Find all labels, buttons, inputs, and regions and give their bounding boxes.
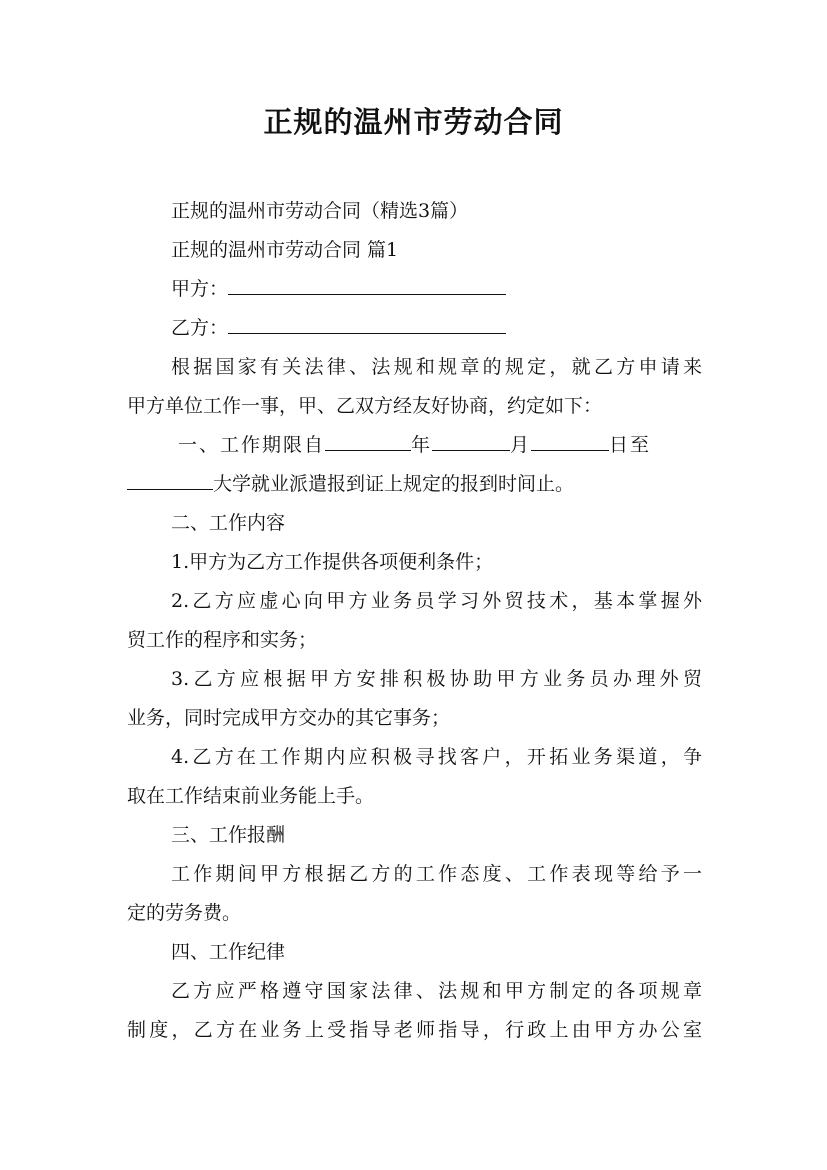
clause4-line-2: 制度，乙方在业务上受指导老师指导，行政上由甲方办公室 <box>127 1019 702 1041</box>
start-year-blank <box>325 428 411 451</box>
clause3-line-2: 定的劳务费。 <box>127 902 242 924</box>
intro-line-1: 根据国家有关法律、法规和规章的规定，就乙方申请来 <box>171 356 702 378</box>
item4-line-1: 4.乙方在工作期内应积极寻找客户，开拓业务渠道，争 <box>171 746 702 768</box>
clause3-heading: 三、工作报酬 <box>171 824 286 846</box>
month-label: 月 <box>510 434 532 456</box>
party-a-blank <box>228 272 506 295</box>
clause1-line-2 <box>127 464 702 504</box>
item3-line-2: 业务，同时完成甲方交办的其它事务； <box>127 707 451 729</box>
clause1-line-1 <box>178 425 702 465</box>
start-day-blank <box>531 428 609 451</box>
item2-line-2: 贸工作的程序和实务； <box>127 629 318 651</box>
item1: 1.甲方为乙方工作提供各项便利条件； <box>171 551 494 573</box>
item2-line-1: 2.乙方应虚心向甲方业务员学习外贸技术，基本掌握外 <box>171 590 702 612</box>
end-date-blank <box>127 467 213 490</box>
clause4-line-1: 乙方应严格遵守国家法律、法规和甲方制定的各项规章 <box>171 980 702 1002</box>
document-title: 正规的温州市劳动合同 <box>263 105 564 139</box>
party-b-blank <box>228 311 506 334</box>
item3-line-1: 3.乙方应根据甲方安排积极协助甲方业务员办理外贸 <box>171 668 702 690</box>
document-subtitle: 正规的温州市劳动合同（精选3篇） <box>171 200 469 222</box>
clause1-prefix: 一、工作期限自 <box>178 434 326 456</box>
intro-line-2: 甲方单位工作一事，甲、乙双方经友好协商，约定如下： <box>127 395 603 417</box>
item4-line-2: 取在工作结束前业务能上手。 <box>127 785 375 807</box>
year-label: 年 <box>411 434 433 456</box>
party-a-label: 甲方： <box>171 278 229 300</box>
section-heading: 正规的温州市劳动合同 篇1 <box>171 239 399 261</box>
clause1-rest: 大学就业派遣报到证上规定的报到时间止。 <box>213 473 575 495</box>
start-month-blank <box>432 428 510 451</box>
clause3-line-1: 工作期间甲方根据乙方的工作态度、工作表现等给予一 <box>171 863 702 885</box>
clause4-heading: 四、工作纪律 <box>171 941 286 963</box>
day-label: 日至 <box>609 434 652 456</box>
party-b-label: 乙方： <box>171 317 229 339</box>
party-a-line <box>171 269 702 309</box>
party-b-line <box>171 308 702 348</box>
clause2-heading: 二、工作内容 <box>171 512 286 534</box>
